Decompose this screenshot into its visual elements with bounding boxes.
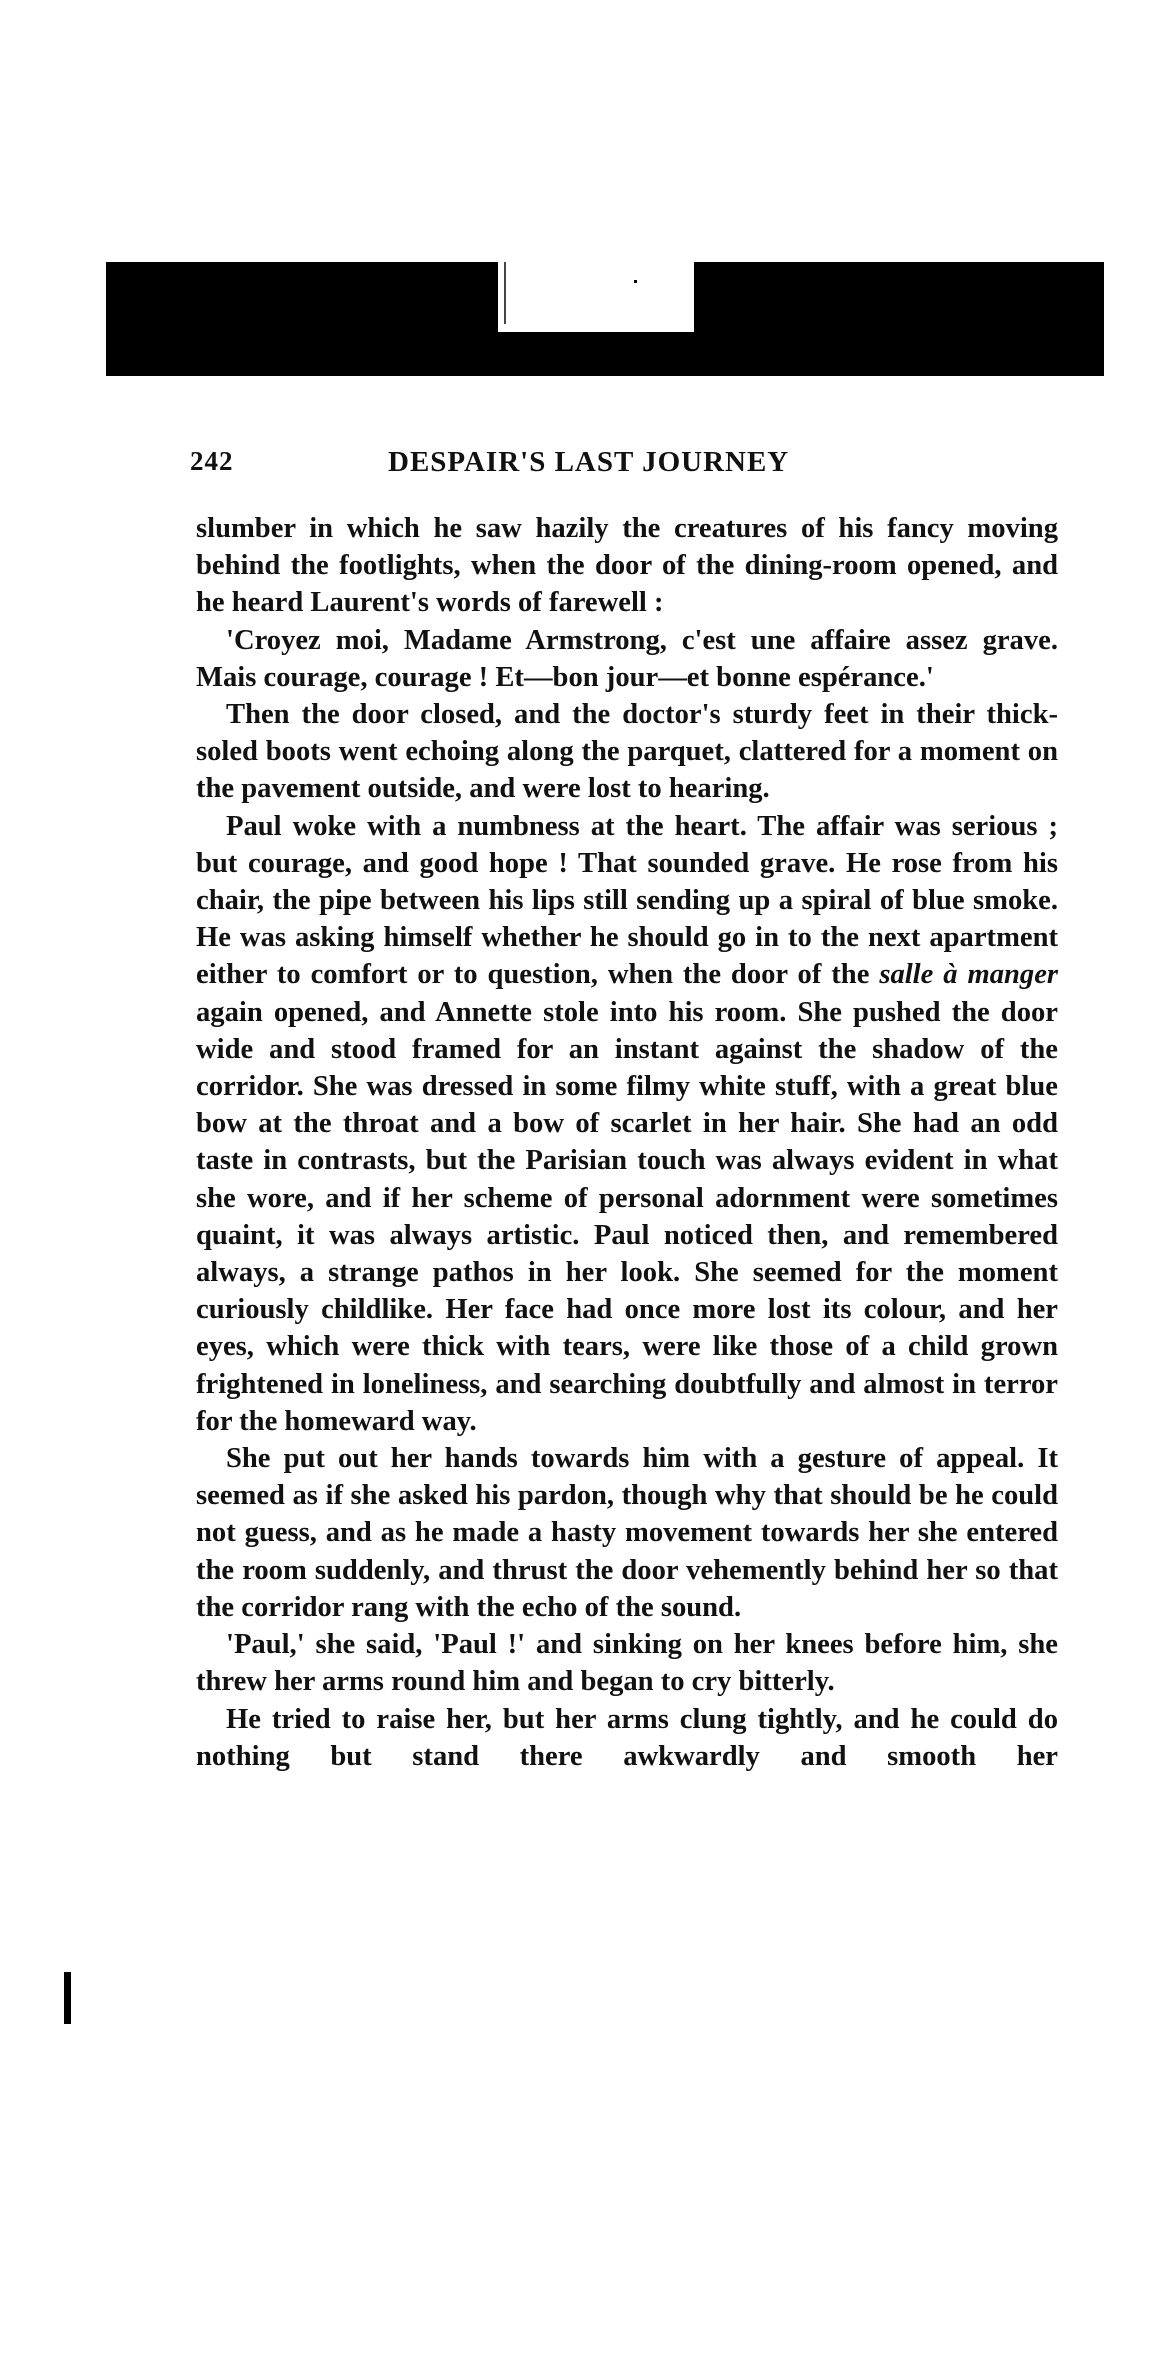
paragraph: slumber in which he saw hazily the creatures of his fancy moving behind the footlights, when the door of the dining-room opened, and he heard Laurent's words of farewell : [196, 513, 1058, 619]
paragraph-text: Paul woke with a numbness at the heart. The affair was serious ; but courage, and good hope ! That sounded grave. He rose from his chair, the pipe between his lips still sending up a spiral of blue smoke. He was asking himself whether he should go in to the next apartment either to comfort or to question, when the door of the [196, 810, 1058, 991]
scan-black-band [106, 262, 1104, 376]
paragraph: 'Croyez moi, Madame Armstrong, c'est une affaire assez grave. Mais courage, courage ! Et—bon jour—et bonne espérance.' [196, 624, 1058, 693]
paragraph: Then the door closed, and the doctor's sturdy feet in their thick-soled boots went echoing along the parquet, clattered for a moment on the pavement outside, and were lost to hearing. [196, 699, 1058, 805]
margin-mark [64, 1972, 71, 2024]
paragraph-text: again opened, and Annette stole into his room. She pushed the door wide and stood framed for an instant against the shadow of the corridor. She was dressed in some filmy white stuff, with a great blue bow at the throat and a bow of scarlet in her hair. She had an odd taste in contrasts, but the Parisian touch was always evident in what she wore, and if her scheme of personal adornment were sometimes quaint, it was always artistic. Paul noticed then, and remembered always, a strange pathos in her look. She seemed for the moment curiously childlike. Her face had once more lost its colour, and her eyes, which were thick with tears, were like those of a child grown frightened in loneliness, and searching doubtfully and almost in terror for the homeward way. [196, 996, 1058, 1437]
paragraph [196, 808, 1058, 1440]
scan-artifact-dot [634, 280, 637, 283]
scan-artifact-line [504, 262, 506, 324]
paragraph: He tried to raise her, but her arms clung tightly, and he could do nothing but stand there awkwardly and smooth her [196, 1703, 1058, 1772]
body-text [196, 510, 1058, 1775]
paragraph: She put out her hands towards him with a gesture of appeal. It seemed as if she asked his pardon, though why that should be he could not guess, and as he made a hasty movement towards her she entered the room suddenly, and thrust the door vehemently behind her so that the corridor rang with the echo of the sound. [196, 1443, 1058, 1623]
page-number: 242 [190, 446, 234, 476]
italic-phrase: salle à manger [879, 959, 1059, 991]
paragraph: 'Paul,' she said, 'Paul !' and sinking on her knees before him, she threw her arms round him and began to cry bitterly. [196, 1629, 1058, 1698]
running-head: DESPAIR'S LAST JOURNEY [388, 446, 790, 478]
scan-artifact-notch [498, 262, 694, 332]
page-header [190, 446, 1074, 486]
